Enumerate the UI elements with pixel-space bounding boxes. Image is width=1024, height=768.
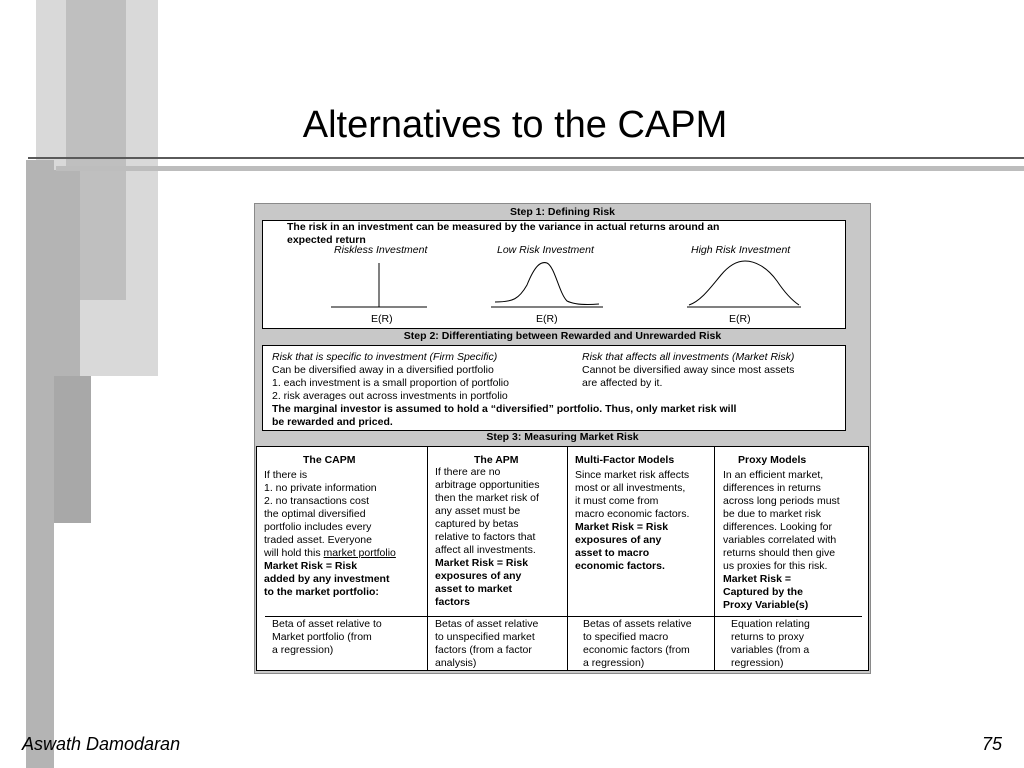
proxy-measure-line: variables (from a — [731, 644, 810, 656]
firm-specific-line: 1. each investment is a small proportion of portfolio — [272, 377, 509, 389]
apm-line: any asset must be — [435, 505, 521, 517]
step3-table — [256, 446, 869, 671]
capm-line: the optimal diversified — [264, 508, 366, 520]
multifactor-bold-line: asset to macro — [575, 547, 650, 559]
proxy-line: differences in returns — [723, 482, 821, 494]
apm-line: relative to factors that — [435, 531, 536, 543]
capm-measure-line: Market portfolio (from — [272, 631, 372, 643]
decorative-bar-long — [26, 160, 54, 768]
apm-line: captured by betas — [435, 518, 519, 530]
proxy-line: us proxies for this risk. — [723, 560, 828, 572]
multifactor-line: Since market risk affects — [575, 469, 690, 481]
multifactor-bold-line: Market Risk = Risk — [575, 521, 669, 533]
capm-line-text: will hold this — [264, 547, 324, 559]
proxy-measure-line: Equation relating — [731, 618, 810, 630]
apm-line: If there are no — [435, 466, 501, 478]
title-divider-shadow — [56, 166, 1024, 171]
market-risk-line: are affected by it. — [582, 377, 663, 389]
capm-line: 2. no transactions cost — [264, 495, 370, 507]
proxy-line: returns should then give — [723, 547, 836, 559]
apm-bold-line: asset to market — [435, 583, 513, 595]
column-divider — [714, 447, 715, 670]
capm-line: If there is — [264, 469, 308, 481]
capm-line — [264, 547, 396, 560]
low-risk-distribution — [491, 261, 606, 311]
step3-header: Step 3: Measuring Market Risk — [486, 431, 639, 443]
footer-author: Aswath Damodaran — [22, 734, 181, 754]
capm-line: traded asset. Everyone — [264, 534, 372, 546]
marginal-investor-line1: The marginal investor is assumed to hold a “diversified” portfolio. Thus, only market risk will — [272, 403, 737, 415]
proxy-line: be due to market risk — [723, 508, 822, 520]
market-risk-line: Cannot be diversified away since most assets — [582, 364, 795, 376]
capm-title: The CAPM — [303, 454, 356, 466]
apm-measure-line: to unspecified market — [435, 631, 535, 643]
decorative-bar-dark — [49, 376, 91, 523]
proxy-line: across long periods must — [723, 495, 840, 507]
market-risk-title: Risk that affects all investments (Market Risk) — [582, 351, 795, 363]
proxy-bold-line: Proxy Variable(s) — [723, 599, 809, 611]
multifactor-line: it must come from — [575, 495, 659, 507]
footer-page-number: 75 — [982, 734, 1003, 754]
apm-measure-line: factors (from a factor — [435, 644, 532, 656]
step1-header: Step 1: Defining Risk — [509, 206, 615, 218]
step2-header: Step 2: Differentiating between Rewarded and Unrewarded Risk — [403, 330, 722, 342]
apm-measure-line: analysis) — [435, 657, 477, 669]
high-risk-axis-label: E(R) — [729, 313, 751, 325]
apm-line: arbitrage opportunities — [435, 479, 540, 491]
proxy-bold-line: Captured by the — [723, 586, 803, 598]
firm-specific-line: Can be diversified away in a diversified portfolio — [272, 364, 494, 376]
step1-intro-line1: The risk in an investment can be measured by the variance in actual returns around an — [287, 221, 720, 233]
firm-specific-line: 2. risk averages out across investments in portfolio — [272, 390, 508, 402]
multifactor-line: most or all investments, — [575, 482, 686, 494]
multifactor-title: Multi-Factor Models — [575, 454, 675, 466]
riskless-label: Riskless Investment — [334, 244, 428, 256]
multifactor-measure-line: Betas of assets relative — [583, 618, 692, 630]
proxy-line: In an efficient market, — [723, 469, 824, 481]
multifactor-bold-line: exposures of any — [575, 534, 662, 546]
apm-bold-line: factors — [435, 596, 471, 608]
apm-title: The APM — [474, 454, 519, 466]
proxy-measure-line: regression) — [731, 657, 784, 669]
title-divider — [28, 157, 1024, 159]
proxy-measure-line: returns to proxy — [731, 631, 804, 643]
multifactor-measure-line: to specified macro — [583, 631, 669, 643]
capm-measure-line: Beta of asset relative to — [272, 618, 382, 630]
riskless-distribution — [331, 261, 431, 311]
multifactor-measure-line: a regression) — [583, 657, 645, 669]
proxy-bold-line: Market Risk = — [723, 573, 791, 585]
apm-line: then the market risk of — [435, 492, 539, 504]
slide-title: Alternatives to the CAPM — [302, 104, 728, 146]
proxy-line: differences. Looking for — [723, 521, 832, 533]
risk-diagram — [254, 203, 871, 674]
capm-bold-line: to the market portfolio: — [264, 586, 379, 598]
proxy-line: variables correlated with — [723, 534, 837, 546]
step2-box — [262, 345, 846, 431]
apm-measure-line: Betas of asset relative — [435, 618, 539, 630]
marginal-investor-line2: be rewarded and priced. — [272, 416, 393, 428]
market-portfolio-term: market portfolio — [323, 547, 396, 559]
apm-bold-line: exposures of any — [435, 570, 522, 582]
step1-box — [262, 220, 846, 329]
proxy-title: Proxy Models — [738, 454, 807, 466]
low-risk-axis-label: E(R) — [536, 313, 558, 325]
apm-line: affect all investments. — [435, 544, 536, 556]
capm-line: 1. no private information — [264, 482, 377, 494]
capm-bold-line: added by any investment — [264, 573, 390, 585]
capm-line: portfolio includes every — [264, 521, 372, 533]
column-divider — [427, 447, 428, 670]
apm-bold-line: Market Risk = Risk — [435, 557, 529, 569]
high-risk-label: High Risk Investment — [691, 244, 791, 256]
multifactor-measure-line: economic factors (from — [583, 644, 690, 656]
column-divider — [567, 447, 568, 670]
riskless-axis-label: E(R) — [371, 313, 393, 325]
row-divider — [265, 616, 862, 617]
firm-specific-title: Risk that is specific to investment (Firm Specific) — [272, 351, 498, 363]
high-risk-distribution — [687, 261, 805, 311]
multifactor-bold-line: economic factors. — [575, 560, 665, 572]
step1-intro-line2: expected return — [287, 234, 366, 246]
capm-measure-line: a regression) — [272, 644, 334, 656]
capm-bold-line: Market Risk = Risk — [264, 560, 358, 572]
low-risk-label: Low Risk Investment — [497, 244, 594, 256]
multifactor-line: macro economic factors. — [575, 508, 690, 520]
